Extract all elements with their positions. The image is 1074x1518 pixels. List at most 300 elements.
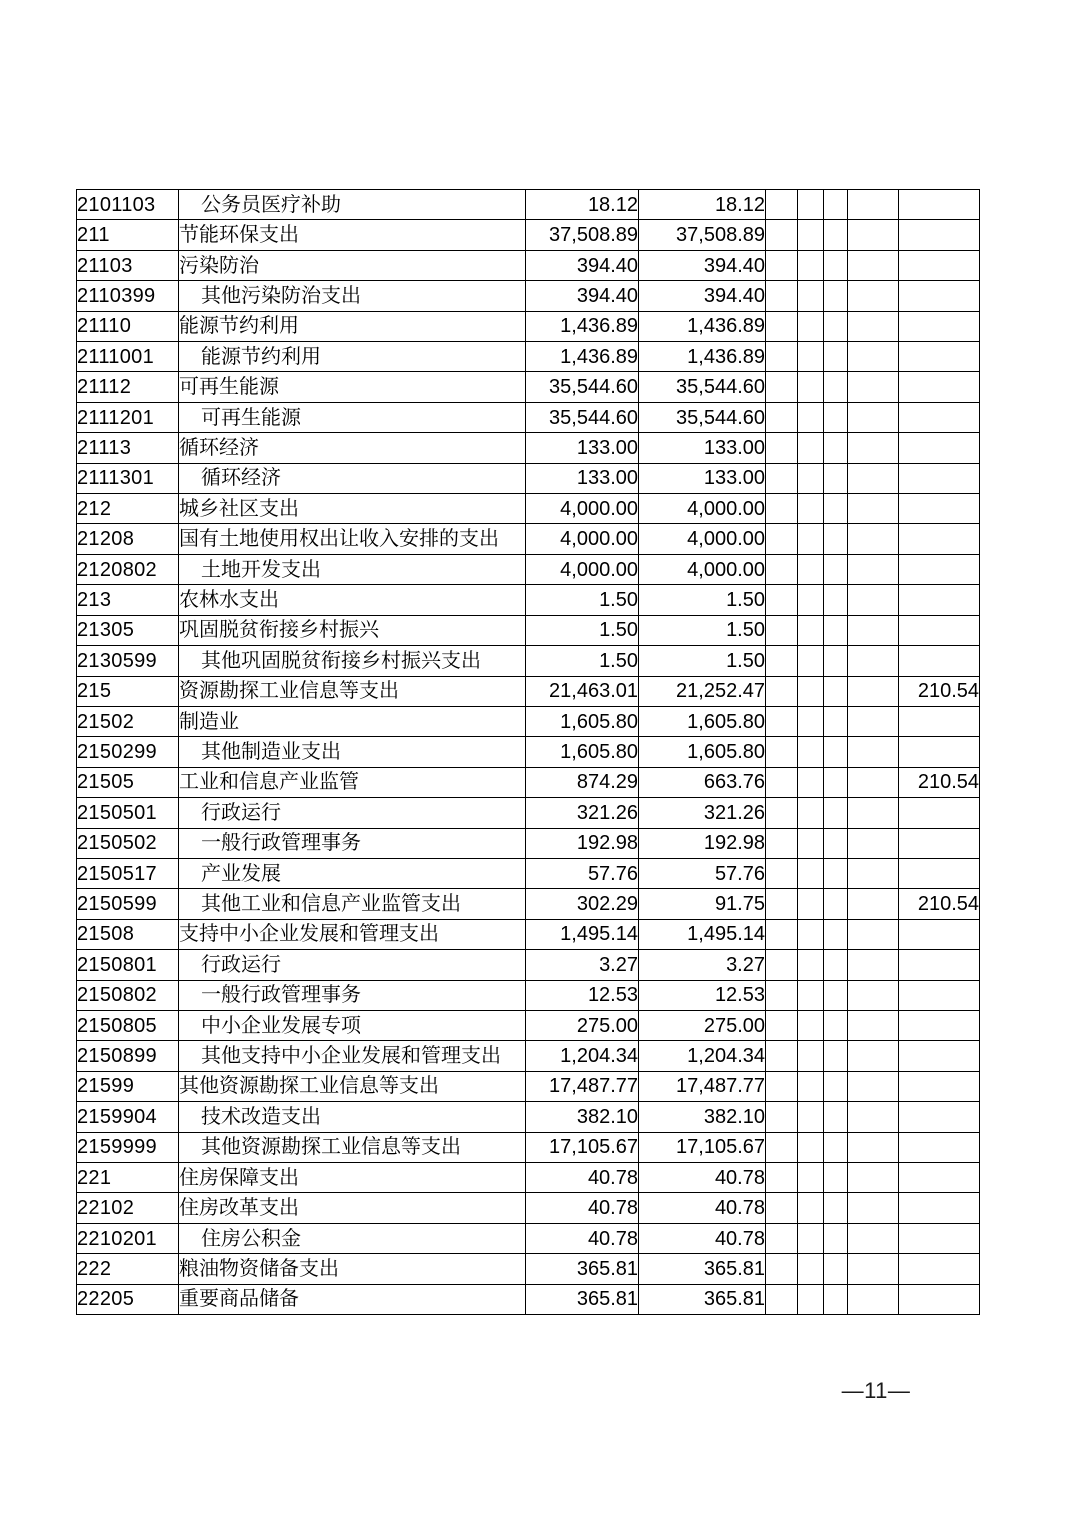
empty-cell-3 — [824, 1193, 848, 1223]
empty-cell-4 — [848, 1071, 899, 1101]
table-row — [77, 1102, 980, 1132]
empty-cell-2 — [798, 1010, 824, 1040]
empty-cell-2 — [798, 889, 824, 919]
empty-cell-3 — [824, 858, 848, 888]
empty-cell-2 — [798, 402, 824, 432]
empty-cell-2 — [798, 798, 824, 828]
empty-cell-3 — [824, 372, 848, 402]
value3-cell — [899, 858, 980, 888]
table-row — [77, 1193, 980, 1223]
empty-cell-1 — [766, 1010, 798, 1040]
code-cell: 2150517 — [77, 858, 179, 888]
empty-cell-4 — [848, 1010, 899, 1040]
empty-cell-2 — [798, 190, 824, 220]
value2-cell: 1,605.80 — [639, 706, 766, 736]
empty-cell-1 — [766, 1132, 798, 1162]
item-name-cell: 产业发展 — [179, 858, 526, 888]
code-cell: 21305 — [77, 615, 179, 645]
value2-cell: 1.50 — [639, 585, 766, 615]
empty-cell-3 — [824, 706, 848, 736]
empty-cell-3 — [824, 402, 848, 432]
table-row — [77, 372, 980, 402]
value3-cell — [899, 1071, 980, 1101]
value3-cell — [899, 1163, 980, 1193]
table-row — [77, 919, 980, 949]
code-cell: 22102 — [77, 1193, 179, 1223]
item-name-cell: 土地开发支出 — [179, 554, 526, 584]
empty-cell-3 — [824, 1010, 848, 1040]
table-row — [77, 950, 980, 980]
empty-cell-4 — [848, 889, 899, 919]
empty-cell-1 — [766, 554, 798, 584]
empty-cell-3 — [824, 311, 848, 341]
value2-cell: 18.12 — [639, 190, 766, 220]
empty-cell-1 — [766, 311, 798, 341]
value1-cell: 4,000.00 — [526, 554, 639, 584]
value3-cell — [899, 554, 980, 584]
empty-cell-1 — [766, 1102, 798, 1132]
empty-cell-4 — [848, 828, 899, 858]
empty-cell-1 — [766, 585, 798, 615]
code-cell: 211 — [77, 220, 179, 250]
value1-cell: 4,000.00 — [526, 494, 639, 524]
value3-cell — [899, 919, 980, 949]
empty-cell-4 — [848, 1254, 899, 1284]
value2-cell: 40.78 — [639, 1163, 766, 1193]
item-name-cell: 重要商品储备 — [179, 1284, 526, 1314]
code-cell: 2110399 — [77, 281, 179, 311]
value2-cell: 1,436.89 — [639, 311, 766, 341]
value1-cell: 133.00 — [526, 463, 639, 493]
code-cell: 2150501 — [77, 798, 179, 828]
empty-cell-4 — [848, 646, 899, 676]
item-name-cell: 其他资源勘探工业信息等支出 — [179, 1071, 526, 1101]
empty-cell-3 — [824, 1041, 848, 1071]
empty-cell-1 — [766, 281, 798, 311]
value2-cell: 1,204.34 — [639, 1041, 766, 1071]
budget-table — [76, 189, 980, 1315]
value2-cell: 35,544.60 — [639, 372, 766, 402]
item-name-cell: 行政运行 — [179, 798, 526, 828]
empty-cell-3 — [824, 524, 848, 554]
empty-cell-4 — [848, 402, 899, 432]
value3-cell: 210.54 — [899, 676, 980, 706]
empty-cell-2 — [798, 342, 824, 372]
code-cell: 2130599 — [77, 646, 179, 676]
empty-cell-2 — [798, 554, 824, 584]
empty-cell-2 — [798, 615, 824, 645]
value1-cell: 1,204.34 — [526, 1041, 639, 1071]
value3-cell — [899, 828, 980, 858]
code-cell: 2150299 — [77, 737, 179, 767]
empty-cell-4 — [848, 767, 899, 797]
empty-cell-1 — [766, 494, 798, 524]
code-cell: 2111301 — [77, 463, 179, 493]
empty-cell-1 — [766, 372, 798, 402]
empty-cell-4 — [848, 524, 899, 554]
empty-cell-4 — [848, 676, 899, 706]
table-row — [77, 828, 980, 858]
empty-cell-1 — [766, 524, 798, 554]
empty-cell-4 — [848, 433, 899, 463]
code-cell: 22205 — [77, 1284, 179, 1314]
empty-cell-1 — [766, 767, 798, 797]
value1-cell: 321.26 — [526, 798, 639, 828]
item-name-cell: 中小企业发展专项 — [179, 1010, 526, 1040]
value1-cell: 365.81 — [526, 1284, 639, 1314]
value3-cell — [899, 1254, 980, 1284]
code-cell: 2150599 — [77, 889, 179, 919]
value1-cell: 365.81 — [526, 1254, 639, 1284]
value3-cell — [899, 1193, 980, 1223]
item-name-cell: 可再生能源 — [179, 402, 526, 432]
item-name-cell: 巩固脱贫衔接乡村振兴 — [179, 615, 526, 645]
value3-cell — [899, 311, 980, 341]
empty-cell-3 — [824, 980, 848, 1010]
empty-cell-1 — [766, 1193, 798, 1223]
empty-cell-3 — [824, 646, 848, 676]
value1-cell: 874.29 — [526, 767, 639, 797]
value3-cell — [899, 706, 980, 736]
empty-cell-1 — [766, 1041, 798, 1071]
empty-cell-1 — [766, 250, 798, 280]
item-name-cell: 粮油物资储备支出 — [179, 1254, 526, 1284]
empty-cell-3 — [824, 1254, 848, 1284]
value2-cell: 17,105.67 — [639, 1132, 766, 1162]
empty-cell-3 — [824, 190, 848, 220]
item-name-cell: 其他支持中小企业发展和管理支出 — [179, 1041, 526, 1071]
code-cell: 21505 — [77, 767, 179, 797]
value1-cell: 1.50 — [526, 646, 639, 676]
value3-cell — [899, 372, 980, 402]
value2-cell: 1.50 — [639, 646, 766, 676]
empty-cell-4 — [848, 311, 899, 341]
value1-cell: 21,463.01 — [526, 676, 639, 706]
table-row — [77, 676, 980, 706]
code-cell: 2210201 — [77, 1223, 179, 1253]
table-row — [77, 250, 980, 280]
code-cell: 21113 — [77, 433, 179, 463]
value1-cell: 35,544.60 — [526, 402, 639, 432]
empty-cell-3 — [824, 737, 848, 767]
table-row — [77, 190, 980, 220]
code-cell: 21502 — [77, 706, 179, 736]
value1-cell: 57.76 — [526, 858, 639, 888]
empty-cell-2 — [798, 250, 824, 280]
value3-cell — [899, 433, 980, 463]
empty-cell-3 — [824, 676, 848, 706]
code-cell: 21110 — [77, 311, 179, 341]
empty-cell-4 — [848, 372, 899, 402]
empty-cell-1 — [766, 1254, 798, 1284]
value3-cell — [899, 646, 980, 676]
code-cell: 2150502 — [77, 828, 179, 858]
value2-cell: 133.00 — [639, 463, 766, 493]
value2-cell: 4,000.00 — [639, 494, 766, 524]
empty-cell-4 — [848, 463, 899, 493]
value1-cell: 37,508.89 — [526, 220, 639, 250]
empty-cell-4 — [848, 342, 899, 372]
empty-cell-3 — [824, 828, 848, 858]
value2-cell: 394.40 — [639, 250, 766, 280]
empty-cell-4 — [848, 1284, 899, 1314]
empty-cell-1 — [766, 1284, 798, 1314]
empty-cell-3 — [824, 463, 848, 493]
value2-cell: 40.78 — [639, 1193, 766, 1223]
value3-cell: 210.54 — [899, 889, 980, 919]
code-cell: 212 — [77, 494, 179, 524]
empty-cell-2 — [798, 585, 824, 615]
value1-cell: 302.29 — [526, 889, 639, 919]
empty-cell-2 — [798, 1132, 824, 1162]
empty-cell-1 — [766, 858, 798, 888]
item-name-cell: 其他工业和信息产业监管支出 — [179, 889, 526, 919]
empty-cell-4 — [848, 1132, 899, 1162]
code-cell: 213 — [77, 585, 179, 615]
item-name-cell: 其他巩固脱贫衔接乡村振兴支出 — [179, 646, 526, 676]
empty-cell-4 — [848, 1163, 899, 1193]
table-row — [77, 858, 980, 888]
item-name-cell: 行政运行 — [179, 950, 526, 980]
empty-cell-3 — [824, 433, 848, 463]
code-cell: 2111201 — [77, 402, 179, 432]
empty-cell-2 — [798, 767, 824, 797]
page-number: —11— — [841, 1378, 911, 1403]
item-name-cell: 循环经济 — [179, 433, 526, 463]
empty-cell-1 — [766, 220, 798, 250]
item-name-cell: 其他制造业支出 — [179, 737, 526, 767]
value2-cell: 4,000.00 — [639, 554, 766, 584]
empty-cell-4 — [848, 1041, 899, 1071]
value3-cell — [899, 980, 980, 1010]
empty-cell-2 — [798, 858, 824, 888]
value3-cell — [899, 1284, 980, 1314]
code-cell: 221 — [77, 1163, 179, 1193]
value1-cell: 40.78 — [526, 1223, 639, 1253]
value3-cell — [899, 1010, 980, 1040]
item-name-cell: 制造业 — [179, 706, 526, 736]
item-name-cell: 技术改造支出 — [179, 1102, 526, 1132]
empty-cell-2 — [798, 1102, 824, 1132]
empty-cell-2 — [798, 494, 824, 524]
table-row — [77, 342, 980, 372]
empty-cell-1 — [766, 646, 798, 676]
code-cell: 21599 — [77, 1071, 179, 1101]
value3-cell — [899, 950, 980, 980]
value2-cell: 365.81 — [639, 1254, 766, 1284]
value2-cell: 382.10 — [639, 1102, 766, 1132]
value3-cell — [899, 342, 980, 372]
table-row — [77, 1132, 980, 1162]
table-row — [77, 1041, 980, 1071]
value2-cell: 275.00 — [639, 1010, 766, 1040]
value1-cell: 40.78 — [526, 1163, 639, 1193]
empty-cell-1 — [766, 1163, 798, 1193]
table-row — [77, 1010, 980, 1040]
table-row — [77, 706, 980, 736]
empty-cell-3 — [824, 585, 848, 615]
empty-cell-1 — [766, 828, 798, 858]
value1-cell: 382.10 — [526, 1102, 639, 1132]
value1-cell: 18.12 — [526, 190, 639, 220]
value1-cell: 394.40 — [526, 250, 639, 280]
empty-cell-1 — [766, 950, 798, 980]
empty-cell-4 — [848, 737, 899, 767]
item-name-cell: 国有土地使用权出让收入安排的支出 — [179, 524, 526, 554]
empty-cell-1 — [766, 889, 798, 919]
value1-cell: 3.27 — [526, 950, 639, 980]
value2-cell: 40.78 — [639, 1223, 766, 1253]
value1-cell: 40.78 — [526, 1193, 639, 1223]
empty-cell-2 — [798, 676, 824, 706]
empty-cell-2 — [798, 372, 824, 402]
value1-cell: 35,544.60 — [526, 372, 639, 402]
value1-cell: 1,436.89 — [526, 311, 639, 341]
table-row — [77, 980, 980, 1010]
empty-cell-2 — [798, 463, 824, 493]
value2-cell: 133.00 — [639, 433, 766, 463]
item-name-cell: 农林水支出 — [179, 585, 526, 615]
empty-cell-2 — [798, 1163, 824, 1193]
value1-cell: 1.50 — [526, 615, 639, 645]
empty-cell-2 — [798, 1041, 824, 1071]
code-cell: 21103 — [77, 250, 179, 280]
item-name-cell: 能源节约利用 — [179, 342, 526, 372]
empty-cell-3 — [824, 220, 848, 250]
empty-cell-4 — [848, 220, 899, 250]
value3-cell — [899, 1223, 980, 1253]
value1-cell: 1,605.80 — [526, 737, 639, 767]
value3-cell — [899, 615, 980, 645]
item-name-cell: 资源勘探工业信息等支出 — [179, 676, 526, 706]
empty-cell-2 — [798, 1254, 824, 1284]
empty-cell-1 — [766, 798, 798, 828]
item-name-cell: 其他资源勘探工业信息等支出 — [179, 1132, 526, 1162]
value3-cell — [899, 494, 980, 524]
code-cell: 2111001 — [77, 342, 179, 372]
empty-cell-2 — [798, 433, 824, 463]
empty-cell-3 — [824, 919, 848, 949]
value3-cell — [899, 1132, 980, 1162]
empty-cell-3 — [824, 1223, 848, 1253]
value2-cell: 17,487.77 — [639, 1071, 766, 1101]
value1-cell: 1.50 — [526, 585, 639, 615]
empty-cell-3 — [824, 1102, 848, 1132]
empty-cell-4 — [848, 858, 899, 888]
item-name-cell: 工业和信息产业监管 — [179, 767, 526, 797]
empty-cell-4 — [848, 190, 899, 220]
code-cell: 21508 — [77, 919, 179, 949]
code-cell: 21112 — [77, 372, 179, 402]
value2-cell: 12.53 — [639, 980, 766, 1010]
table-row — [77, 220, 980, 250]
empty-cell-2 — [798, 706, 824, 736]
value1-cell: 17,487.77 — [526, 1071, 639, 1101]
value2-cell: 57.76 — [639, 858, 766, 888]
empty-cell-4 — [848, 950, 899, 980]
value1-cell: 17,105.67 — [526, 1132, 639, 1162]
item-name-cell: 一般行政管理事务 — [179, 980, 526, 1010]
table-row — [77, 281, 980, 311]
empty-cell-4 — [848, 494, 899, 524]
value3-cell — [899, 463, 980, 493]
value1-cell: 12.53 — [526, 980, 639, 1010]
empty-cell-4 — [848, 1223, 899, 1253]
value3-cell: 210.54 — [899, 767, 980, 797]
empty-cell-2 — [798, 828, 824, 858]
empty-cell-2 — [798, 311, 824, 341]
empty-cell-2 — [798, 737, 824, 767]
empty-cell-4 — [848, 585, 899, 615]
empty-cell-3 — [824, 1071, 848, 1101]
table-row — [77, 311, 980, 341]
value3-cell — [899, 250, 980, 280]
table-row — [77, 767, 980, 797]
code-cell: 215 — [77, 676, 179, 706]
item-name-cell: 能源节约利用 — [179, 311, 526, 341]
empty-cell-3 — [824, 281, 848, 311]
value3-cell — [899, 1041, 980, 1071]
empty-cell-2 — [798, 524, 824, 554]
code-cell: 2150805 — [77, 1010, 179, 1040]
table-row — [77, 737, 980, 767]
table-row — [77, 494, 980, 524]
value1-cell: 1,436.89 — [526, 342, 639, 372]
empty-cell-4 — [848, 554, 899, 584]
code-cell: 2150802 — [77, 980, 179, 1010]
value2-cell: 663.76 — [639, 767, 766, 797]
value1-cell: 394.40 — [526, 281, 639, 311]
empty-cell-4 — [848, 250, 899, 280]
table-row — [77, 798, 980, 828]
value3-cell — [899, 1102, 980, 1132]
code-cell: 21208 — [77, 524, 179, 554]
empty-cell-4 — [848, 1193, 899, 1223]
item-name-cell: 城乡社区支出 — [179, 494, 526, 524]
value1-cell: 275.00 — [526, 1010, 639, 1040]
item-name-cell: 循环经济 — [179, 463, 526, 493]
table-row — [77, 1284, 980, 1314]
empty-cell-2 — [798, 1071, 824, 1101]
value1-cell: 133.00 — [526, 433, 639, 463]
empty-cell-3 — [824, 615, 848, 645]
empty-cell-1 — [766, 706, 798, 736]
empty-cell-1 — [766, 402, 798, 432]
value3-cell — [899, 524, 980, 554]
code-cell: 2159999 — [77, 1132, 179, 1162]
empty-cell-1 — [766, 737, 798, 767]
empty-cell-3 — [824, 767, 848, 797]
empty-cell-2 — [798, 1284, 824, 1314]
empty-cell-3 — [824, 250, 848, 280]
value2-cell: 4,000.00 — [639, 524, 766, 554]
empty-cell-1 — [766, 463, 798, 493]
table-row — [77, 889, 980, 919]
empty-cell-3 — [824, 1132, 848, 1162]
table-row — [77, 1223, 980, 1253]
empty-cell-1 — [766, 919, 798, 949]
empty-cell-2 — [798, 220, 824, 250]
table-row — [77, 1254, 980, 1284]
table-row — [77, 646, 980, 676]
value3-cell — [899, 798, 980, 828]
empty-cell-3 — [824, 1284, 848, 1314]
code-cell: 2159904 — [77, 1102, 179, 1132]
code-cell: 2150899 — [77, 1041, 179, 1071]
code-cell: 2101103 — [77, 190, 179, 220]
empty-cell-4 — [848, 798, 899, 828]
empty-cell-2 — [798, 1193, 824, 1223]
